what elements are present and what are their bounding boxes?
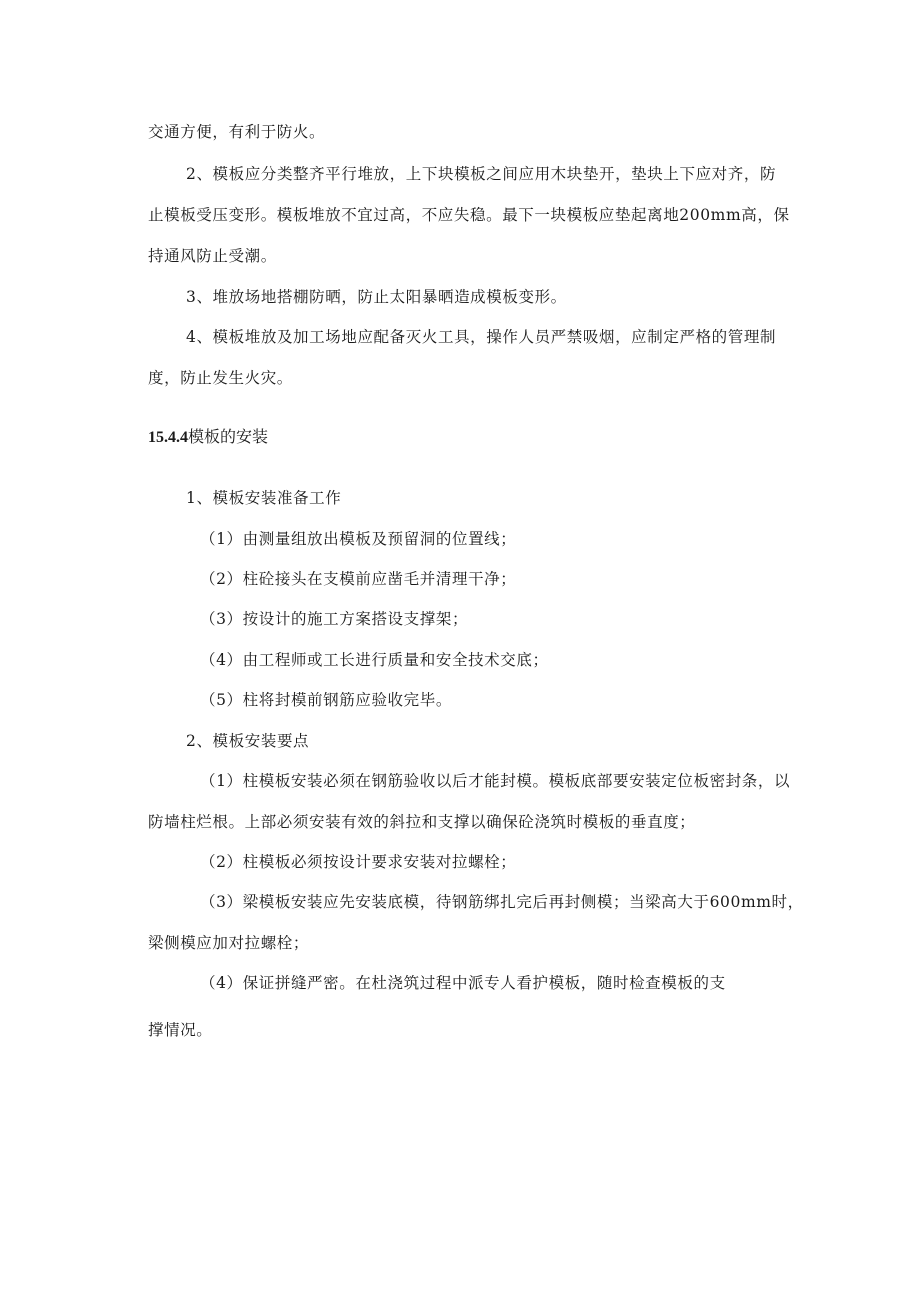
paragraph-line: 3、堆放场地搭棚防晒，防止太阳暴晒造成模板变形。 [186,288,567,306]
list-item: （4）由工程师或工长进行质量和安全技术交底； [200,651,549,669]
paragraph-line: 止模板受压变形。模板堆放不宜过高，不应失稳。最下一块模板应垫起离地200mm高，保 [148,206,790,224]
list-item: （5）柱将封模前钢筋应验收完毕。 [200,691,452,709]
paragraph-line: 交通方便，有利于防火。 [148,123,326,141]
list-item: 1、模板安装准备工作 [186,489,342,507]
paragraph-line: 度，防止发生火灾。 [148,369,293,387]
paragraph-line: 2、模板应分类整齐平行堆放，上下块模板之间应用木块垫开，垫块上下应对齐，防 [186,165,777,183]
paragraph-line: 持通风防止受潮。 [148,247,277,265]
section-title: 模板的安装 [188,427,269,446]
list-item: （3）按设计的施工方案搭设支撑架； [200,610,469,628]
list-item: （2）柱砼接头在支模前应凿毛并清理干净； [200,570,517,588]
list-item: 撑情况。 [148,1021,213,1039]
list-item: （2）柱模板必须按设计要求安装对拉螺栓； [200,853,517,871]
section-heading [148,427,268,448]
list-item: （4）保证拼缝严密。在杜浇筑过程中派专人看护模板，随时检查模板的支 [200,974,726,992]
list-item: （1）柱模板安装必须在钢筋验收以后才能封模。模板底部要安装定位板密封条，以 [200,772,791,790]
list-item: 梁侧模应加对拉螺栓； [148,934,310,952]
list-item: 防墙柱烂根。上部必须安装有效的斜拉和支撑以确保砼浇筑时模板的垂直度； [148,813,696,831]
paragraph-line: 4、模板堆放及加工场地应配备灭火工具，操作人员严禁吸烟，应制定严格的管理制 [186,328,777,346]
list-item: （1）由测量组放出模板及预留洞的位置线； [200,530,517,548]
list-item: 2、模板安装要点 [186,732,310,750]
section-number: 15.4.4 [148,429,188,446]
list-item: （3）梁模板安装应先安装底模，待钢筋绑扎完后再封侧模；当梁高大于600mm时， [200,893,804,911]
